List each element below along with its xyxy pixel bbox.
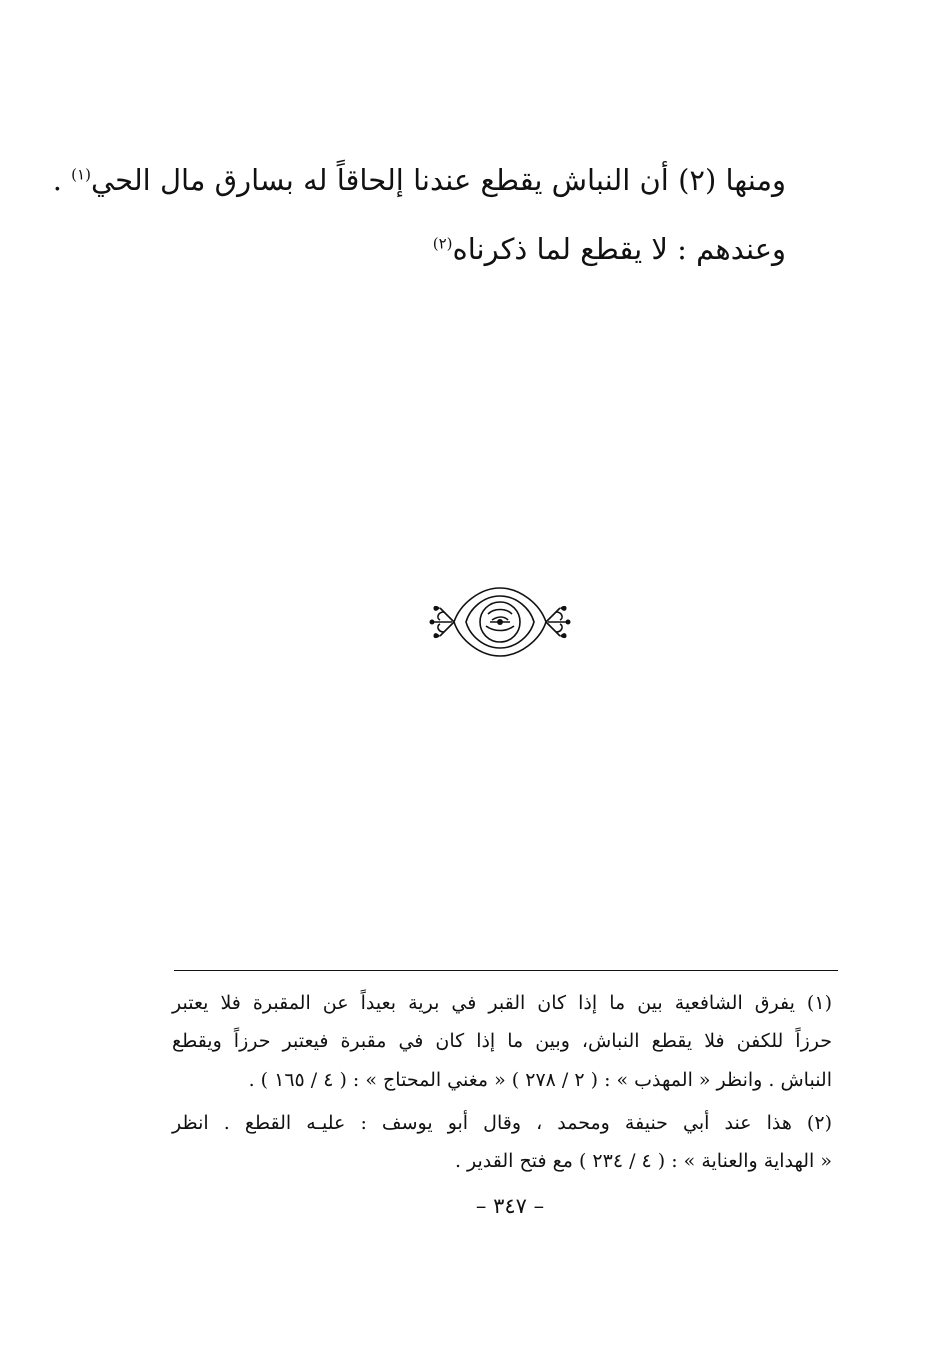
floral-medallion-icon [428, 582, 572, 662]
footnote-2-line-1: (٢) هذا عند أبي حنيفة ومحمد ، وقال أبو يوسف : عليـه القطع . انظر [172, 1112, 832, 1134]
body-line-2-text: وعندهم : لا يقطع لما ذكرناه [452, 232, 786, 266]
body-line-1-text: ومنها (٢) أن النباش يقطع عندنا إلحاقاً له بسارق مال الحي [90, 163, 786, 197]
footnote-separator [174, 970, 838, 971]
footnote-2-line-2: « الهداية والعناية » : ( ٤ / ٢٣٤ ) مع فتح القدير . [454, 1150, 832, 1172]
footnote-ref-2: (٢) [432, 234, 453, 253]
footnote-ref-1: (١) [71, 165, 91, 184]
page-number: – ٣٤٧ – [475, 1194, 545, 1218]
footnote-1-line-3: النباش . وانظر « المهذب » : ( ٢ / ٢٧٨ ) « مغني المحتاج » : ( ٤ / ١٦٥ ) . [248, 1069, 832, 1091]
footnote-1-line-1: (١) يفرق الشافعية بين ما إذا كان القبر في برية بعيداً عن المقبرة فلا يعتبر [172, 992, 832, 1014]
body-line-1 [52, 156, 786, 204]
body-line-2 [146, 225, 786, 273]
body-line-1-end: . [52, 163, 72, 197]
footnote-1-line-2: حرزاً للكفن فلا يقطع النباش، وبين ما إذا كان في مقبرة فيعتبر حرزاً ويقطع [172, 1030, 832, 1052]
